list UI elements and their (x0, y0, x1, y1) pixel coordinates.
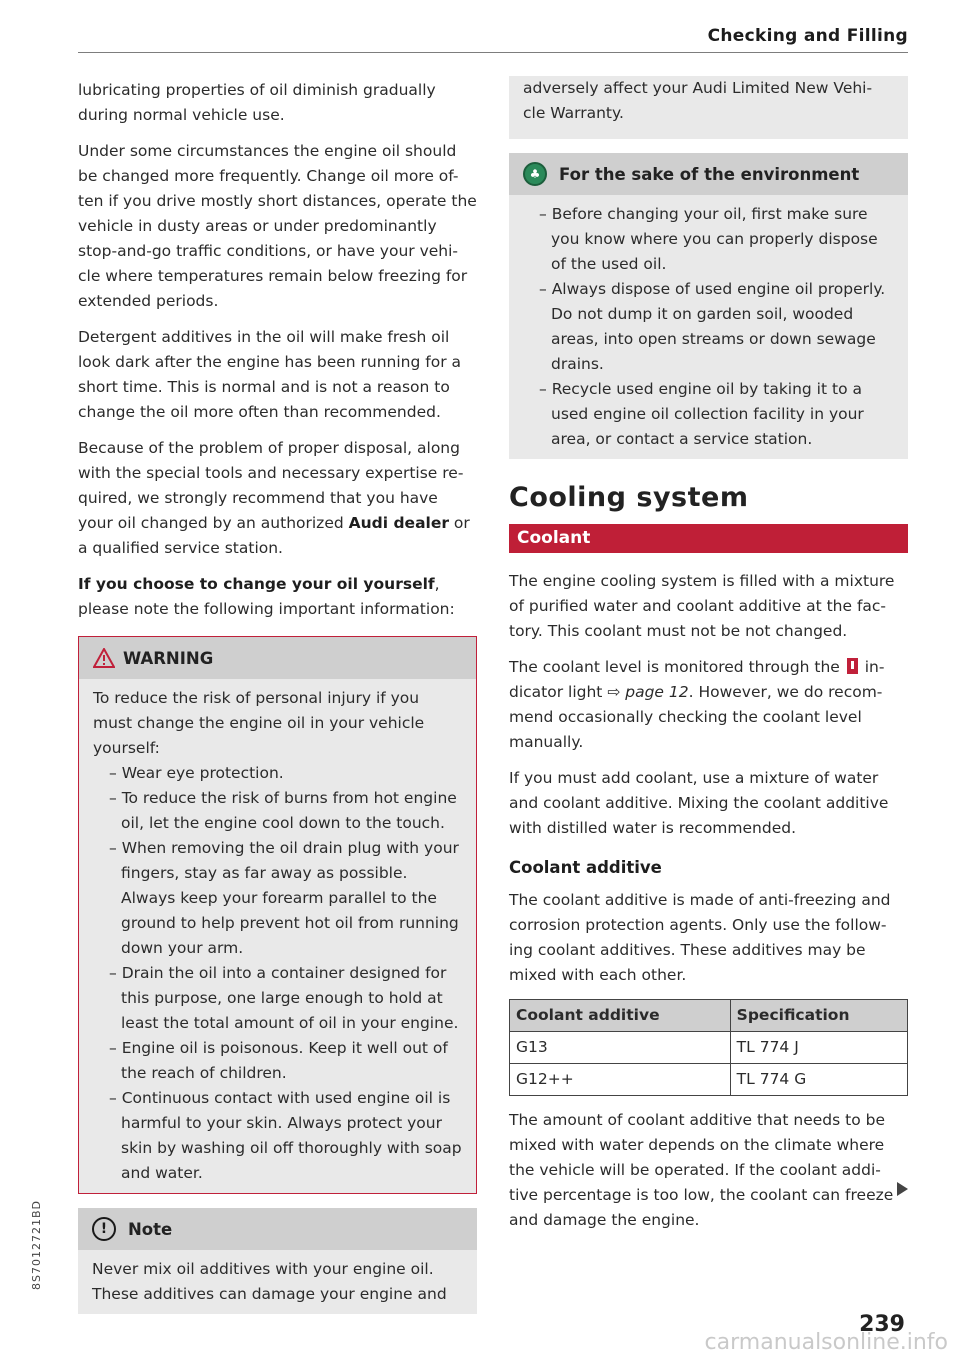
paragraph: Detergent additives in the oil will make fresh oil look dark after the engine has been running for a short time. This is normal and is not a reason to change the oil more often than recommended. (78, 328, 462, 421)
note-text: Never mix oil additives with your engine oil. These additives can damage your engine and (92, 1260, 447, 1303)
list-item: – Always dispose of used engine oil properly. Do not dump it on garden soil, wooded areas, into open streams or down sewage drains. (523, 277, 894, 377)
text: The coolant level is monitored through the (509, 658, 845, 676)
paragraph: The engine cooling system is filled with a mixture of purified water and coolant additive at the fac-tory. This coolant must not be not changed. (509, 572, 895, 640)
table-header: Specification (730, 1000, 907, 1032)
section-title: Cooling system (509, 482, 749, 513)
text: in-dicator light (509, 658, 885, 701)
warning-intro: To reduce the risk of personal injury if you must change the engine oil in your vehicle yourself: (93, 689, 425, 757)
note-body (78, 1250, 477, 1314)
table-row (510, 1064, 908, 1096)
environment-title: For the sake of the environment (559, 164, 860, 184)
warning-triangle-icon (93, 648, 115, 668)
page-number: 239 (859, 1312, 905, 1337)
paragraph: lubricating properties of oil diminish gradually during normal vehicle use. (78, 81, 436, 124)
paragraph: The amount of coolant additive that needs to be mixed with water depends on the climate where the vehicle will be operated. If the coolant addi-tive percentage is too low, the coolant can freeze and damage the engine. (509, 1111, 894, 1229)
note-box (78, 1208, 477, 1314)
table-cell: G13 (510, 1032, 731, 1064)
coolant-table (509, 999, 908, 1096)
coolant-indicator-icon (847, 658, 858, 674)
list-item: – Before changing your oil, first make sure you know where you can properly dispose of the used oil. (523, 202, 894, 277)
paragraph (78, 436, 477, 561)
environment-leaf-icon: ♣ (523, 162, 547, 186)
list-item: – Recycle used engine oil by taking it to a used engine oil collection facility in your area, or contact a service station. (523, 377, 894, 452)
list-item: – When removing the oil drain plug with your fingers, stay as far away as possible. Always keep your forearm parallel to the ground to help prevent hot oil from running down your arm. (93, 836, 462, 961)
text: Because of the problem of proper disposal, along with the special tools and necessary expertise re-quired, we strongly recommend that you have your oil changed by an authorized (78, 439, 464, 532)
warning-list (93, 761, 462, 1186)
table-header: Coolant additive (510, 1000, 731, 1032)
watermark: carmanualsonline.info (704, 1330, 948, 1355)
table-row (510, 1032, 908, 1064)
note-continuation-text: adversely affect your Audi Limited New Vehi-cle Warranty. (523, 79, 873, 122)
table-cell: TL 774 J (730, 1032, 907, 1064)
warning-body (79, 679, 476, 1193)
list-item: – To reduce the risk of burns from hot engine oil, let the engine cool down to the touch. (93, 786, 462, 836)
warning-title: WARNING (123, 648, 214, 668)
environment-box (509, 153, 908, 459)
paragraph: Under some circumstances the engine oil should be changed more frequently. Change oil more of-ten if you drive mostly short distances, operate the vehicle in dusty areas or under predominantly stop-and-go traffic conditions, or have your vehi-cle where temperatures remain below freezing for extended periods. (78, 142, 477, 310)
list-item: – Continuous contact with used engine oil is harmful to your skin. Always protect your skin by washing oil off thoroughly with soap and water. (93, 1086, 462, 1186)
paragraph: If you must add coolant, use a mixture of water and coolant additive. Mixing the coolant additive with distilled water is recommended. (509, 769, 889, 837)
list-item: – Drain the oil into a container designed for this purpose, one large enough to hold at least the total amount of oil in your engine. (93, 961, 462, 1036)
environment-list (523, 202, 894, 452)
list-item: – Wear eye protection. (93, 761, 462, 786)
text: . However, we do recom-mend occasionally checking the coolant level manually. (509, 683, 883, 751)
left-column (78, 78, 477, 1314)
table-header-row (510, 1000, 908, 1032)
text: or a qualified service station. (78, 514, 470, 557)
note-header (78, 1208, 477, 1250)
subsection-bar (509, 524, 908, 553)
right-column (509, 78, 908, 1244)
note-continuation (509, 76, 908, 139)
warning-box (78, 636, 477, 1194)
paragraph: The coolant additive is made of anti-freezing and corrosion protection agents. Only use the follow-ing coolant additives. These additives may be mixed with each other. (509, 891, 891, 984)
table-cell: TL 774 G (730, 1064, 907, 1096)
paragraph (509, 655, 908, 755)
bold-text: Audi dealer (348, 514, 449, 532)
bold-text: If you choose to change your oil yourself (78, 575, 435, 593)
subsection-title: Coolant (517, 528, 591, 548)
paragraph (78, 572, 477, 622)
page-header-title: Checking and Filling (707, 26, 908, 46)
subheading: Coolant additive (509, 858, 662, 877)
exclamation-icon: ! (92, 1217, 116, 1241)
environment-body (509, 195, 908, 459)
page-reference-link[interactable]: ⇨ page 12 (607, 683, 689, 701)
header-rule (78, 52, 908, 53)
text: , please note the following important information: (78, 575, 455, 618)
environment-header (509, 153, 908, 195)
table-cell: G12++ (510, 1064, 731, 1096)
continue-arrow-icon (897, 1182, 908, 1196)
note-title: Note (128, 1219, 173, 1239)
document-code: 8S7012721BD (30, 1200, 43, 1290)
warning-header (79, 637, 476, 679)
list-item: – Engine oil is poisonous. Keep it well out of the reach of children. (93, 1036, 462, 1086)
